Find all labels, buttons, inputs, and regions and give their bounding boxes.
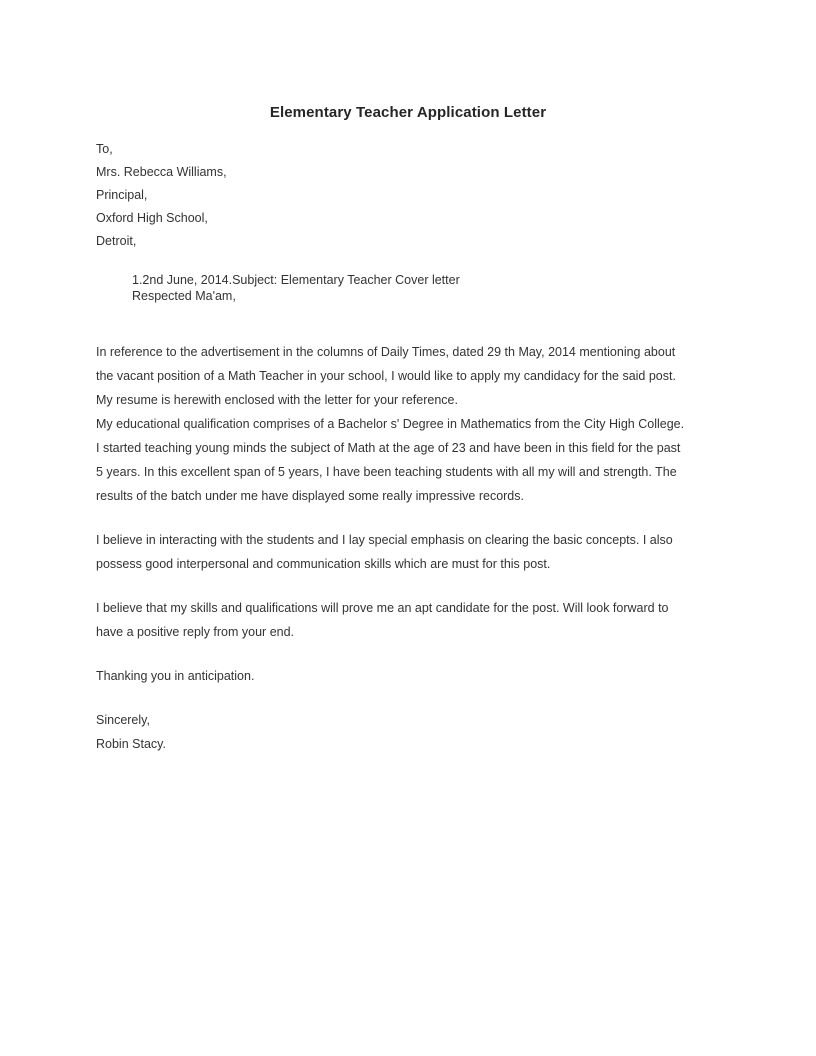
paragraph-3 bbox=[96, 596, 736, 644]
page-title: Elementary Teacher Application Letter bbox=[269, 104, 547, 121]
body-line: the vacant position of a Math Teacher in your school, I would like to apply my candidacy for the said post. bbox=[96, 369, 676, 383]
recipient-city: Detroit, bbox=[96, 234, 137, 248]
date-subject-line: 1.2nd June, 2014.Subject: Elementary Teacher Cover letter bbox=[132, 273, 460, 287]
signature: Robin Stacy. bbox=[96, 737, 166, 751]
thanks-line: Thanking you in anticipation. bbox=[96, 669, 255, 683]
recipient-school: Oxford High School, bbox=[96, 211, 208, 225]
recipient-position: Principal, bbox=[96, 188, 148, 202]
recipient-name: Mrs. Rebecca Williams, bbox=[96, 165, 227, 179]
closing: Sincerely, bbox=[96, 713, 150, 727]
body-line: I believe in interacting with the students and I lay special emphasis on clearing the basic concepts. I also bbox=[96, 533, 673, 547]
recipient-address bbox=[96, 138, 227, 253]
body-line: possess good interpersonal and communication skills which are must for this post. bbox=[96, 557, 551, 571]
address-to: To, bbox=[96, 142, 113, 156]
body-line: I started teaching young minds the subject of Math at the age of 23 and have been in this field for the past bbox=[96, 441, 681, 455]
closing-block bbox=[96, 708, 736, 756]
paragraph-1 bbox=[96, 340, 736, 508]
body-line: My educational qualification comprises of a Bachelor s' Degree in Mathematics from the City High College. bbox=[96, 417, 685, 431]
paragraph-2 bbox=[96, 528, 736, 576]
body-line: results of the batch under me have displayed some really impressive records. bbox=[96, 489, 524, 503]
body-line: I believe that my skills and qualifications will prove me an apt candidate for the post. Will look forward to bbox=[96, 601, 669, 615]
body-line: My resume is herewith enclosed with the letter for your reference. bbox=[96, 393, 458, 407]
body-line: have a positive reply from your end. bbox=[96, 625, 295, 639]
letter-meta bbox=[132, 272, 460, 304]
body-line: 5 years. In this excellent span of 5 years, I have been teaching students with all my will and strength. The bbox=[96, 465, 677, 479]
body-line: In reference to the advertisement in the columns of Daily Times, dated 29 th May, 2014 mentioning about bbox=[96, 345, 676, 359]
salutation: Respected Ma'am, bbox=[132, 289, 236, 303]
letter-body bbox=[96, 340, 736, 756]
